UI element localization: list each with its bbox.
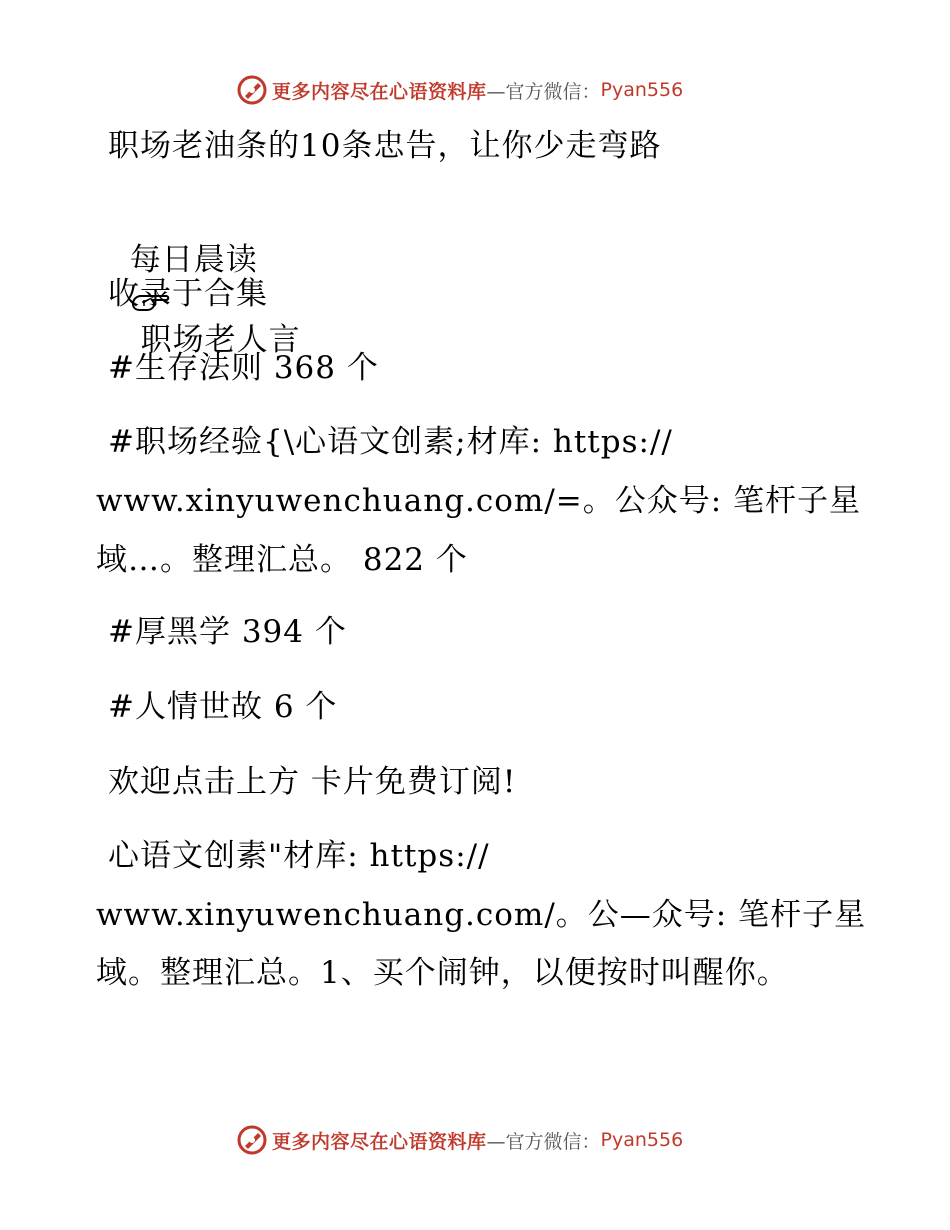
- footer-separator-text: —官方微信：: [486, 1130, 601, 1153]
- header-brand-text: 更多内容尽在心语资料库: [272, 80, 487, 103]
- body-line: www.xinyuwenchuang.com/。公—众号: 笔杆子星: [96, 897, 867, 933]
- body-line: 心语文创素"材库: https://: [108, 838, 490, 874]
- footer-brand-text: 更多内容尽在心语资料库: [272, 1130, 487, 1153]
- tag-link-line[interactable]: www.xinyuwenchuang.com/=。公众号: 笔杆子星: [96, 483, 862, 519]
- brand-logo-icon: [236, 74, 268, 106]
- tag-link[interactable]: #人情世故 6 个: [108, 689, 338, 725]
- tag-link-line[interactable]: 域…。整理汇总。 822 个: [96, 542, 468, 578]
- series-prefix: 每日晨读: [129, 242, 269, 278]
- header-banner: [236, 72, 683, 108]
- series-suffix: 职场老人言: [129, 322, 301, 358]
- collection-label: 收录于合集: [108, 276, 268, 312]
- brand-logo-icon: [236, 1124, 268, 1156]
- tag-link[interactable]: #厚黑学 394 个: [108, 614, 347, 650]
- body-line: 域。整理汇总。1、买个闹钟，以便按时叫醒你。: [96, 955, 789, 991]
- tag-link[interactable]: #生存法则 368 个: [108, 350, 379, 386]
- footer-wechat-id: Pyan556: [600, 1129, 684, 1151]
- header-wechat-id: Pyan556: [600, 79, 684, 101]
- header-separator-text: —官方微信：: [486, 80, 601, 103]
- footer-banner: [236, 1122, 683, 1158]
- tag-link-line[interactable]: #职场经验{\心语文创素;材库: https://: [108, 424, 673, 460]
- subscribe-prompt: 欢迎点击上方 卡片免费订阅!: [108, 764, 517, 800]
- document-title: 职场老油条的10条忠告，让你少走弯路: [108, 128, 662, 164]
